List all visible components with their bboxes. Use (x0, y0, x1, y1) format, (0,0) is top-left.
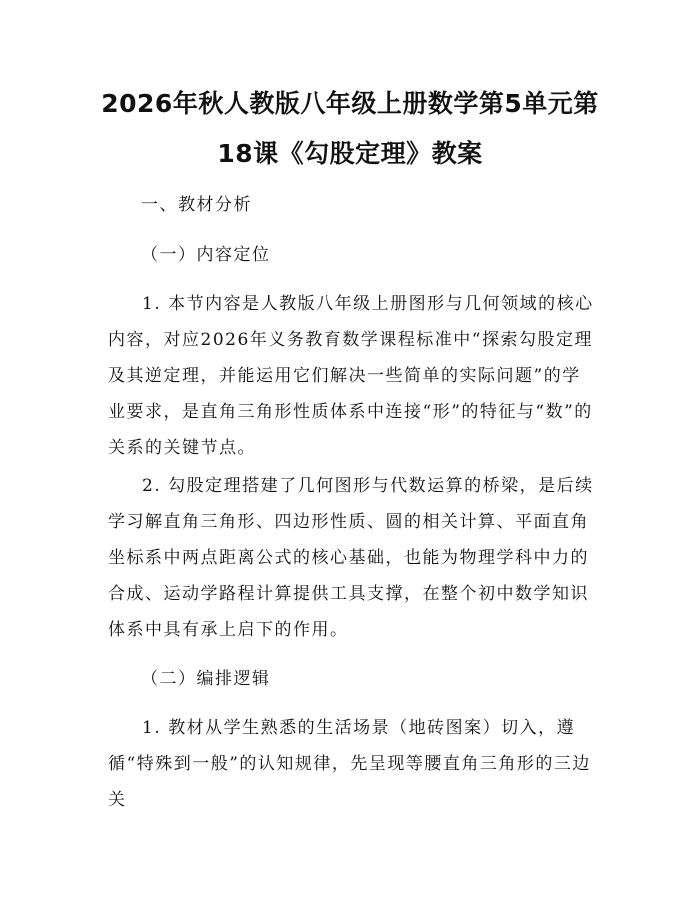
paragraph-content-positioning-1: 1. 本节内容是人教版八年级上册图形与几何领域的核心内容，对应2026年义务教育数学课程标准中“探索勾股定理及其逆定理，并能运用它们解决一些简单的实际问题”的学业要求，是直角三角形性质体系中连接“形”的特征与“数”的关系的关键节点。 (108, 294, 594, 458)
document-title-line-2: 18课《勾股定理》教案 (217, 139, 483, 168)
subsection-heading-content-positioning: （一）内容定位 (141, 245, 271, 265)
section-heading-textbook-analysis: 一、教材分析 (141, 195, 252, 215)
document-title-line-1: 2026年秋人教版八年级上册数学第5单元第 (101, 89, 599, 118)
paragraph-content-positioning-2: 2. 勾股定理搭建了几何图形与代数运算的桥梁，是后续学习解直角三角形、四边形性质、圆的相关计算、平面直角坐标系中两点距离公式的核心基础，也能为物理学科中力的合成、运动学路程计算提供工具支撑，在整个初中数学知识体系中具有承上启下的作用。 (108, 476, 594, 640)
subsection-heading-arrangement-logic: （二）编排逻辑 (141, 669, 271, 689)
paragraph-arrangement-logic-1: 1. 教材从学生熟悉的生活场景（地砖图案）切入，遵循“特殊到一般”的认知规律，先呈现等腰直角三角形的三边关 (108, 718, 591, 810)
